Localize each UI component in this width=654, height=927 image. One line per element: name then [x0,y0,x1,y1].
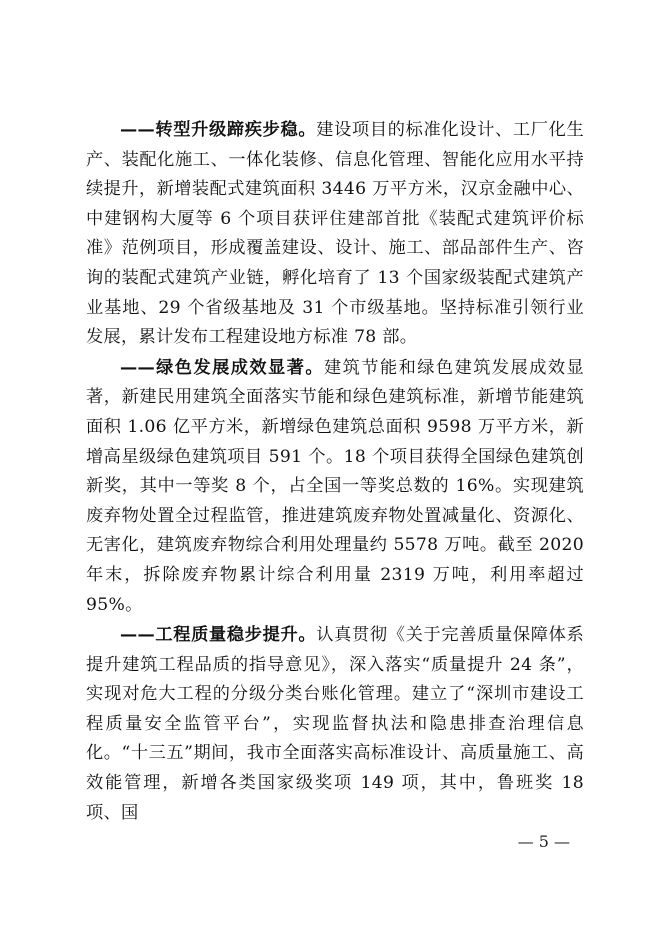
body-text [86,116,584,829]
paragraph-engineering-quality [86,621,584,828]
paragraph-body: 建筑节能和绿色建筑发展成效显著，新建民用建筑全面落实节能和绿色建筑标准，新增节能建筑面积 1.06 亿平方米，新增绿色建筑总面积 9598 万平方米，新增高星级绿色建筑项目 591 个。18 个项目获得全国绿色建筑创新奖，其中一等奖 8 个，占全国一等奖总数的 16%。实现建筑废弃物处置全过程监管，推进建筑废弃物处置减量化、资源化、无害化，建筑废弃物综合利用处理量约 5578 万吨。截至 2020 年末，拆除废弃物累计综合利用量 2319 万吨，利用率超过 95%。 [86,357,584,615]
paragraph-body: 认真贯彻《关于完善质量保障体系提升建筑工程品质的指导意见》，深入落实“质量提升 24 条”，实现对危大工程的分级分类台账化管理。建立了“深圳市建设工程质量安全监管平台”，实现监督执法和隐患排查治理信息化。“十三五”期间，我市全面落实高标准设计、高质量施工、高效能管理，新增各类国家级奖项 149 项，其中，鲁班奖 18 项、国 [86,625,584,823]
paragraph-heading: ——转型升级蹄疾步稳。 [120,120,317,140]
paragraph-body: 建设项目的标准化设计、工厂化生产、装配化施工、一体化装修、信息化管理、智能化应用水平持续提升，新增装配式建筑面积 3446 万平方米，汉京金融中心、中建钢构大厦等 6 个项目获评住建部首批《装配式建筑评价标准》范例项目，形成覆盖建设、设计、施工、部品部件生产、咨询的装配式建筑产业链，孵化培育了 13 个国家级装配式建筑产业基地、29 个省级基地及 31 个市级基地。坚持标准引领行业发展，累计发布工程建设地方标准 78 部。 [86,120,584,348]
paragraph-heading: ——绿色发展成效显著。 [120,357,325,378]
page-number: — 5 — [517,832,570,851]
paragraph-heading: ——工程质量稳步提升。 [120,625,317,646]
paragraph-transformation [86,116,584,353]
paragraph-green-development [86,354,584,620]
